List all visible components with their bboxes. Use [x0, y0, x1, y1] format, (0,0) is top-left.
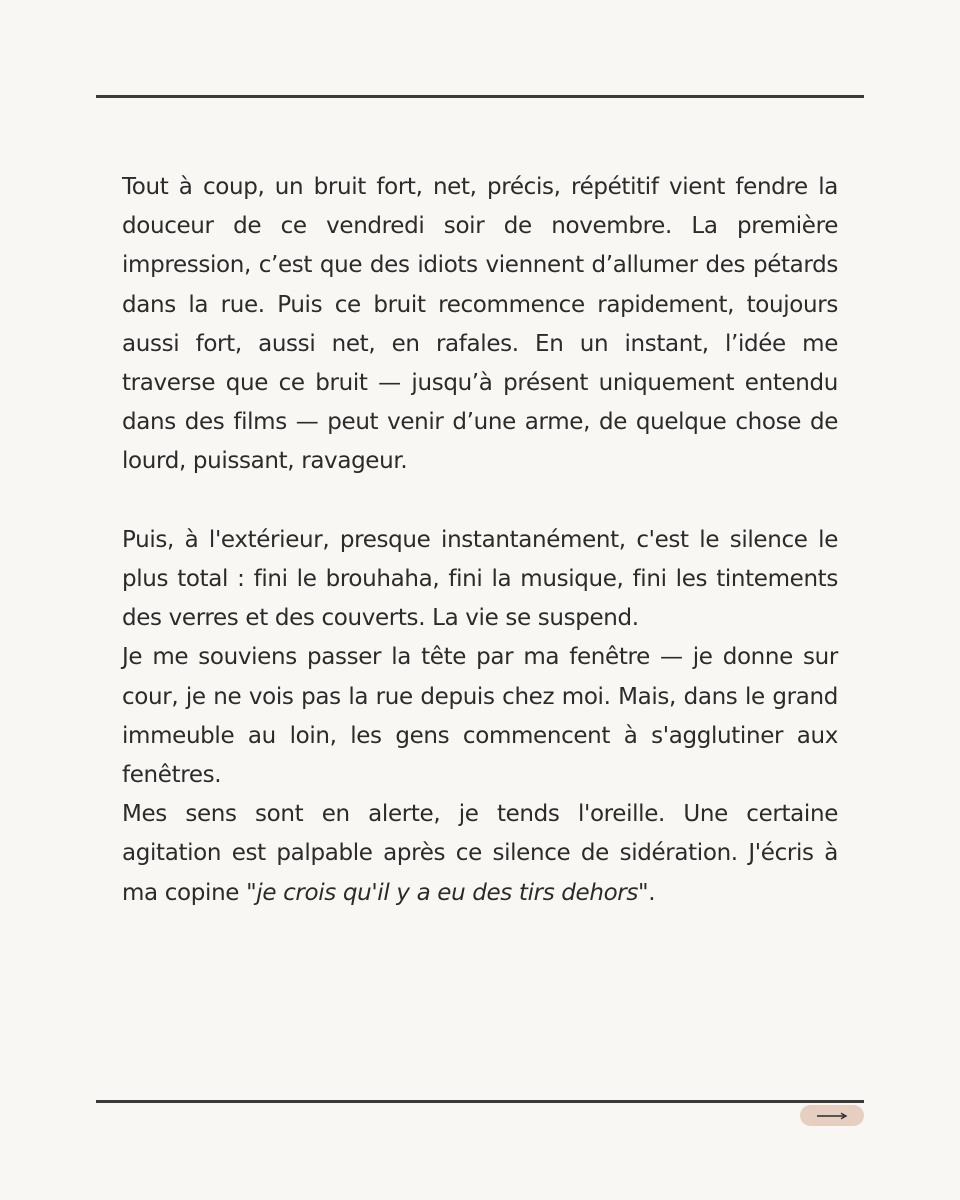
paragraph-2: Puis, à l'extérieur, presque instantanément, c'est le silence le plus total : fini le brouhaha, fini la musique, fini les tintements des verres et des couverts. La vie se suspend.	[122, 526, 838, 632]
paragraph-3: Je me souviens passer la tête par ma fenêtre — je donne sur cour, je ne vois pas la rue depuis chez moi. Mais, dans le grand immeuble au loin, les gens commencent à s'agglutiner aux fenêtres.	[122, 644, 838, 789]
paragraph-4	[122, 795, 838, 913]
top-divider	[96, 95, 864, 98]
paragraph-1: Tout à coup, un bruit fort, net, précis, répétitif vient fendre la douceur de ce vendredi soir de novembre. La première impression, c’est que des idiots viennent d’allumer des pétards dans la rue. Puis ce bruit recommence rapidement, toujours aussi fort, aussi net, en rafales. En un instant, l’idée me traverse que ce bruit — jusqu’à présent uniquement entendu dans des films — peut venir d’une arme, de quelque chose de lourd, puissant, ravageur.	[122, 174, 838, 475]
paragraph-4-text: Mes sens sont en alerte, je tends l'oreille. Une certaine agitation est palpable après ce silence de sidération. J'écris à ma copine	[122, 801, 838, 906]
paragraph-gap	[122, 482, 838, 521]
bottom-divider	[96, 1100, 864, 1103]
article-body	[122, 168, 838, 913]
next-page-button[interactable]	[800, 1105, 864, 1126]
arrow-right-icon	[816, 1112, 848, 1120]
paragraph-4-quote: "je crois qu'il y a eu des tirs dehors"	[246, 879, 649, 906]
paragraph-4-end: .	[648, 879, 656, 906]
